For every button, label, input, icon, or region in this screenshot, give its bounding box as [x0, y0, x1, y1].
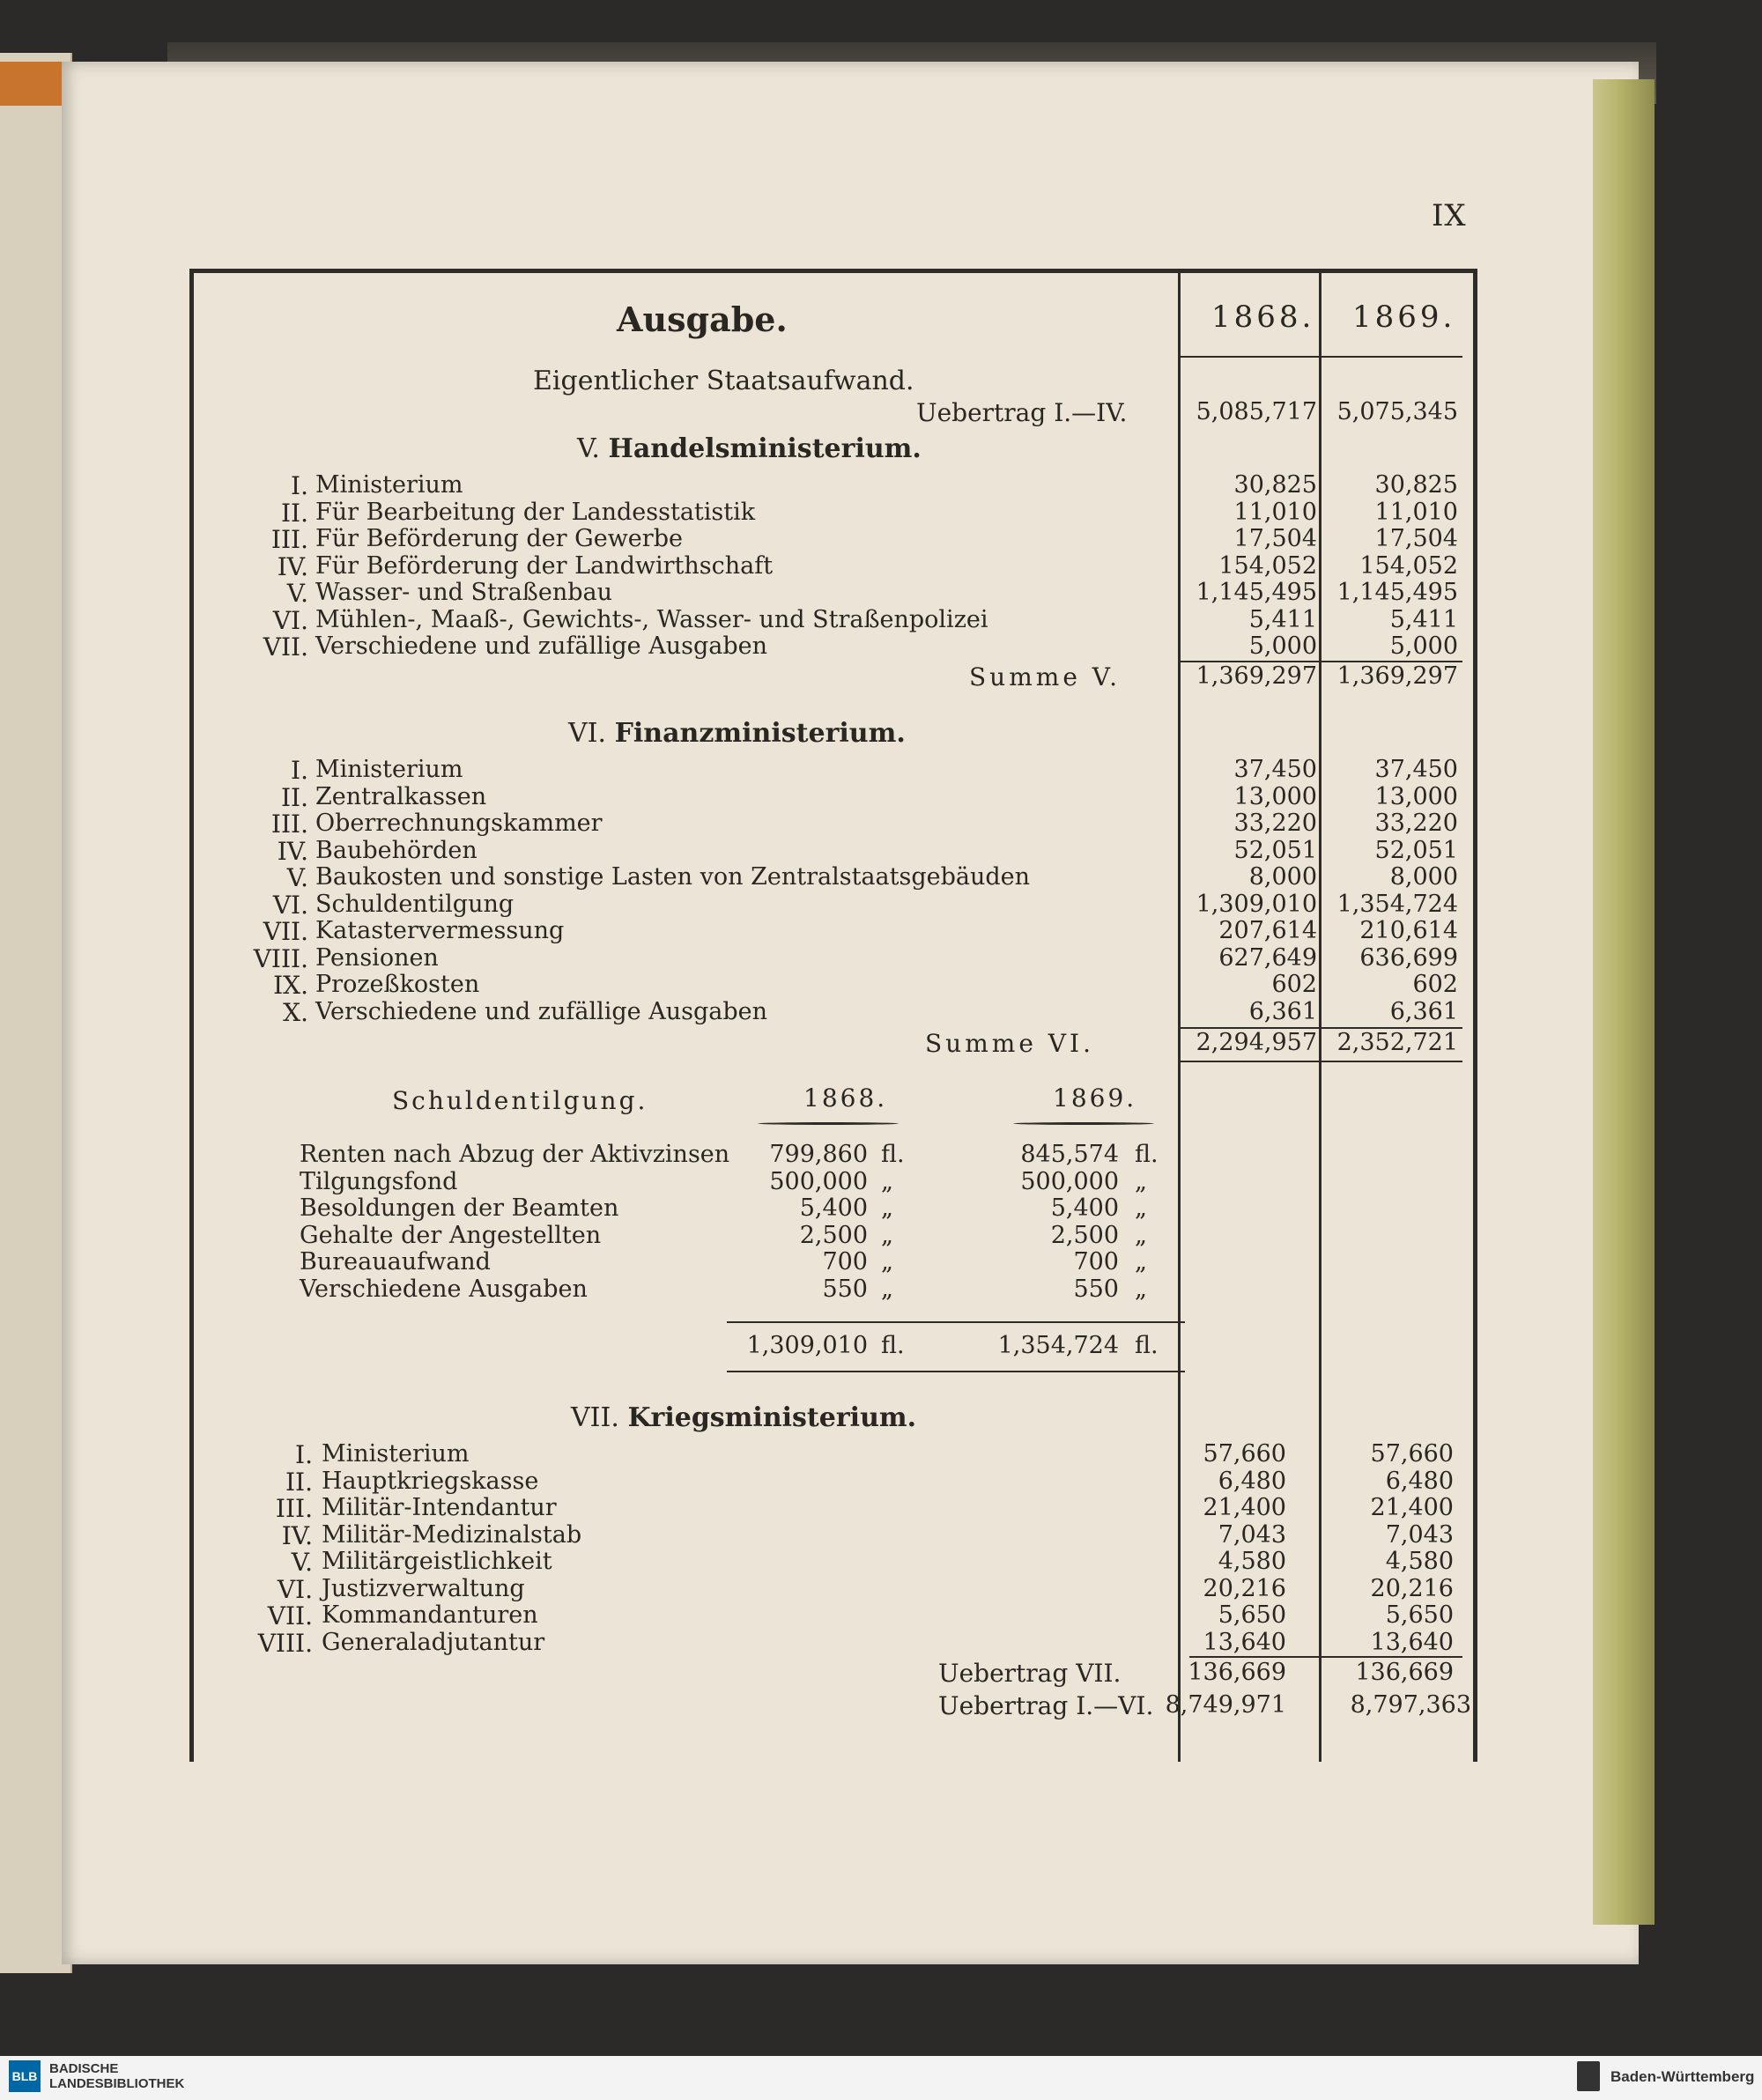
section-7-title — [571, 1402, 916, 1433]
carry-in-1868: 5,085,717 — [1196, 398, 1317, 425]
section-5-sum-label: Summe V. — [969, 662, 1122, 691]
section-6-title — [568, 718, 906, 749]
section5-row-1868: 5,000 — [1248, 632, 1317, 660]
section7-row-1869: 4,580 — [1385, 1548, 1454, 1575]
section6-row-num: IV. — [277, 836, 308, 866]
section7-row-label: Kommandanturen — [322, 1601, 538, 1629]
section7-row-1868: 13,640 — [1203, 1628, 1286, 1656]
section-7-sum-rule — [1189, 1656, 1462, 1658]
section6-row-1868: 8,000 — [1248, 863, 1317, 891]
section6-row-1868: 13,000 — [1233, 782, 1317, 810]
section5-row-num: II. — [280, 498, 308, 528]
section6-row-1869: 636,699 — [1359, 943, 1458, 972]
schuldentilgung-title: Schuldentilgung. — [392, 1086, 648, 1115]
section7-row-1869: 13,640 — [1370, 1628, 1454, 1656]
section5-row-1868: 11,010 — [1233, 498, 1317, 526]
header-year-1869: 1869. — [1352, 299, 1456, 335]
section6-row-1868: 207,614 — [1218, 917, 1317, 944]
brace-1868 — [758, 1122, 899, 1125]
section5-row-num: I. — [291, 471, 308, 500]
header-year-1868: 1868. — [1211, 299, 1315, 335]
section6-row-label: Ministerium — [315, 756, 463, 783]
section5-row-1869: 17,504 — [1374, 525, 1458, 552]
section7-row-num: I. — [295, 1440, 313, 1469]
schuldentilgung-row-label: Besoldungen der Beamten — [300, 1194, 619, 1222]
section7-row-num: VIII. — [257, 1628, 313, 1658]
section6-row-num: V. — [286, 863, 308, 892]
schuldentilgung-row-1869: 700 — [1073, 1248, 1119, 1276]
schuldentilgung-total-1869: 1,354,724 — [997, 1332, 1119, 1359]
section5-row-num: VII. — [263, 632, 308, 662]
section6-row-num: IX. — [273, 971, 308, 1000]
schuldentilgung-row-1869: 2,500 — [1050, 1221, 1119, 1249]
section7-row-label: Militär-Intendantur — [322, 1494, 557, 1521]
schuldentilgung-year-1868: 1868. — [803, 1083, 888, 1113]
section7-row-1868: 57,660 — [1203, 1440, 1286, 1468]
header-rule — [1181, 356, 1462, 358]
carry-7-1868: 136,669 — [1188, 1659, 1286, 1686]
schuldentilgung-row-unit-1869: „ — [1135, 1221, 1147, 1249]
section5-row-1869: 5,000 — [1389, 632, 1458, 660]
section5-row-1869: 154,052 — [1359, 551, 1458, 580]
section6-row-1869: 210,614 — [1359, 917, 1458, 944]
section6-row-num: II. — [280, 782, 308, 812]
page-number: IX — [1432, 198, 1467, 233]
section6-row-1868: 602 — [1271, 971, 1317, 998]
section-5-num: V. — [577, 433, 600, 464]
section6-row-label: Oberrechnungskammer — [315, 810, 603, 837]
section-6-name: Finanzministerium. — [614, 718, 906, 749]
section6-row-1869: 8,000 — [1389, 863, 1458, 891]
section-7-name: Kriegsministerium. — [627, 1402, 917, 1433]
carry-7-label: Uebertrag VII. — [938, 1659, 1122, 1688]
section6-row-num: VII. — [263, 917, 308, 946]
section5-row-label: Wasser- und Straßenbau — [315, 579, 612, 606]
carry-all-1869: 8,797,363 — [1350, 1691, 1471, 1719]
subtitle: Eigentlicher Staatsaufwand. — [533, 366, 914, 396]
carry-all-label: Uebertrag I.—VI. — [938, 1691, 1154, 1720]
carry-in-1869: 5,075,345 — [1336, 398, 1458, 425]
section7-row-label: Militär-Medizinalstab — [322, 1520, 582, 1549]
section6-row-label: Baubehörden — [315, 836, 478, 864]
library-name-line2: LANDESBIBLIOTHEK — [49, 2076, 185, 2091]
section-7-num: VII. — [571, 1402, 619, 1433]
section7-row-num: V. — [291, 1548, 313, 1577]
section7-row-num: II. — [285, 1467, 313, 1497]
section6-row-1868: 37,450 — [1233, 756, 1317, 783]
schuldentilgung-total-1868: 1,309,010 — [746, 1332, 868, 1359]
schuldentilgung-row-1869: 845,574 — [1020, 1141, 1119, 1168]
section6-row-label: Zentralkassen — [315, 782, 487, 810]
carry-7-1869: 136,669 — [1355, 1659, 1454, 1686]
section6-row-label: Schuldentilgung — [315, 890, 515, 918]
section6-row-num: I. — [291, 756, 308, 785]
schuldentilgung-row-1868: 5,400 — [799, 1194, 868, 1222]
section5-row-label: Für Beförderung der Gewerbe — [315, 525, 683, 552]
section6-row-1869: 6,361 — [1389, 997, 1458, 1025]
section-5-name: Handelsministerium. — [608, 433, 922, 464]
table-title: Ausgabe. — [617, 299, 788, 339]
library-name-line1: BADISCHE — [49, 2061, 119, 2076]
schuldentilgung-row-label: Gehalte der Angestellten — [300, 1221, 602, 1249]
section7-row-num: IV. — [281, 1520, 313, 1550]
section6-row-1868: 6,361 — [1248, 997, 1317, 1025]
schuldentilgung-total-unit-1868: fl. — [881, 1332, 905, 1359]
section-5-sum-1869: 1,369,297 — [1336, 662, 1458, 690]
section5-row-1869: 30,825 — [1374, 471, 1458, 499]
section5-row-label: Mühlen-, Maaß-, Gewichts-, Wasser- und Straßenpolizei — [315, 605, 988, 633]
section6-row-1869: 1,354,724 — [1336, 890, 1458, 918]
schuldentilgung-row-unit-1869: fl. — [1135, 1141, 1159, 1168]
section6-row-num: III. — [270, 810, 308, 839]
section5-row-1869: 11,010 — [1374, 498, 1458, 526]
section5-row-1869: 1,145,495 — [1336, 579, 1458, 606]
state-name[interactable]: Baden-Württemberg — [1610, 2068, 1755, 2085]
section-6-sum-1868: 2,294,957 — [1196, 1029, 1317, 1056]
section5-row-num: III. — [270, 525, 308, 554]
section7-row-1869: 5,650 — [1385, 1601, 1454, 1629]
schuldentilgung-row-unit-1869: „ — [1135, 1167, 1147, 1195]
schuldentilgung-row-label: Verschiedene Ausgaben — [300, 1275, 588, 1303]
schuldentilgung-row-1869: 500,000 — [1020, 1167, 1119, 1195]
section6-row-num: VI. — [272, 890, 308, 920]
section7-row-label: Militärgeistlichkeit — [322, 1548, 552, 1575]
schuldentilgung-row-label: Tilgungsfond — [300, 1167, 458, 1195]
section5-row-num: IV. — [277, 551, 308, 581]
section7-row-label: Justizverwaltung — [322, 1574, 525, 1602]
section6-row-label: Pensionen — [315, 943, 439, 972]
section6-row-1869: 37,450 — [1374, 756, 1458, 783]
section5-row-1868: 30,825 — [1233, 471, 1317, 499]
section-6-num: VI. — [568, 718, 607, 749]
section-6-sum-label: Summe VI. — [925, 1029, 1094, 1058]
schuldentilgung-total-unit-1869: fl. — [1135, 1332, 1159, 1359]
section7-row-1868: 21,400 — [1203, 1494, 1286, 1521]
schuldentilgung-row-unit-1869: „ — [1135, 1194, 1147, 1222]
section5-row-1868: 5,411 — [1248, 605, 1317, 633]
section7-row-1868: 4,580 — [1218, 1548, 1286, 1575]
section6-row-1868: 52,051 — [1233, 836, 1317, 864]
schuldentilgung-row-1869: 550 — [1073, 1275, 1119, 1303]
section6-row-1868: 33,220 — [1233, 810, 1317, 837]
schuldentilgung-row-unit-1868: fl. — [881, 1141, 905, 1168]
section5-row-1869: 5,411 — [1389, 605, 1458, 633]
section7-row-1869: 7,043 — [1385, 1520, 1454, 1549]
state-coat-of-arms-icon — [1577, 2061, 1600, 2091]
schuldentilgung-row-label: Bureauaufwand — [300, 1248, 491, 1276]
section5-row-num: V. — [286, 579, 308, 608]
section5-row-num: VI. — [272, 605, 308, 635]
schuldentilgung-row-1868: 500,000 — [769, 1167, 868, 1195]
schuldentilgung-row-unit-1869: „ — [1135, 1248, 1147, 1276]
section7-row-1868: 5,650 — [1218, 1601, 1286, 1629]
section7-row-1868: 6,480 — [1218, 1467, 1286, 1495]
schuldentilgung-row-1868: 550 — [822, 1275, 868, 1303]
section6-row-label: Verschiedene und zufällige Ausgaben — [315, 997, 767, 1025]
section5-row-1868: 1,145,495 — [1196, 579, 1317, 606]
section5-row-label: Ministerium — [315, 471, 463, 499]
section-5-sum-1868: 1,369,297 — [1196, 662, 1317, 690]
schuldentilgung-row-unit-1868: „ — [881, 1194, 893, 1222]
schuldentilgung-bottom-rule — [727, 1371, 1185, 1372]
page-block-edge — [1593, 79, 1655, 1925]
section7-row-label: Ministerium — [322, 1440, 470, 1468]
schuldentilgung-total-rule — [727, 1321, 1185, 1323]
section7-row-num: VII. — [267, 1601, 313, 1630]
section7-row-1868: 7,043 — [1218, 1520, 1286, 1549]
section6-row-num: X. — [283, 997, 308, 1027]
brace-1869 — [1013, 1122, 1154, 1125]
section6-row-num: VIII. — [253, 943, 308, 973]
section6-row-label: Prozeßkosten — [315, 971, 480, 998]
viewer-footer — [0, 2056, 1762, 2100]
blb-logo[interactable]: BLB — [9, 2060, 41, 2092]
schuldentilgung-row-unit-1868: „ — [881, 1248, 893, 1276]
section6-row-1869: 13,000 — [1374, 782, 1458, 810]
schuldentilgung-row-1868: 700 — [822, 1248, 868, 1276]
section5-row-1868: 17,504 — [1233, 525, 1317, 552]
carry-all-1868: 8,749,971 — [1165, 1691, 1286, 1719]
section7-row-1868: 20,216 — [1203, 1574, 1286, 1602]
section7-row-1869: 57,660 — [1370, 1440, 1454, 1468]
section7-row-1869: 21,400 — [1370, 1494, 1454, 1521]
section5-row-label: Verschiedene und zufällige Ausgaben — [315, 632, 767, 660]
section7-row-label: Generaladjutantur — [322, 1628, 545, 1656]
schuldentilgung-row-unit-1868: „ — [881, 1167, 893, 1195]
section-5-title — [577, 433, 922, 464]
bookmark-tab — [0, 62, 65, 106]
schuldentilgung-row-1869: 5,400 — [1050, 1194, 1119, 1222]
section6-row-1869: 52,051 — [1374, 836, 1458, 864]
section6-row-1868: 1,309,010 — [1196, 890, 1317, 918]
schuldentilgung-row-1868: 799,860 — [769, 1141, 868, 1168]
section7-row-label: Hauptkriegskasse — [322, 1467, 539, 1495]
schuldentilgung-row-unit-1869: „ — [1135, 1275, 1147, 1303]
section5-row-1868: 154,052 — [1218, 551, 1317, 580]
section6-row-label: Baukosten und sonstige Lasten von Zentralstaatsgebäuden — [315, 863, 1031, 891]
section6-row-1869: 602 — [1412, 971, 1458, 998]
section-6-sum-1869: 2,352,721 — [1336, 1029, 1458, 1056]
section5-row-label: Für Beförderung der Landwirthschaft — [315, 551, 774, 580]
section6-row-label: Katastervermessung — [315, 917, 565, 944]
carry-in-label: Uebertrag I.—IV. — [916, 398, 1128, 427]
schuldentilgung-row-1868: 2,500 — [799, 1221, 868, 1249]
section-6-bottom-rule — [1181, 1061, 1462, 1062]
schuldentilgung-row-unit-1868: „ — [881, 1221, 893, 1249]
section7-row-1869: 20,216 — [1370, 1574, 1454, 1602]
section6-row-1868: 627,649 — [1218, 943, 1317, 972]
schuldentilgung-row-label: Renten nach Abzug der Aktivzinsen — [300, 1141, 730, 1168]
section7-row-1869: 6,480 — [1385, 1467, 1454, 1495]
section7-row-num: III. — [275, 1494, 313, 1523]
section7-row-num: VI. — [277, 1574, 313, 1604]
schuldentilgung-year-1869: 1869. — [1053, 1083, 1137, 1113]
schuldentilgung-row-unit-1868: „ — [881, 1275, 893, 1303]
section6-row-1869: 33,220 — [1374, 810, 1458, 837]
section5-row-label: Für Bearbeitung der Landesstatistik — [315, 498, 756, 526]
library-name — [49, 2061, 184, 2091]
